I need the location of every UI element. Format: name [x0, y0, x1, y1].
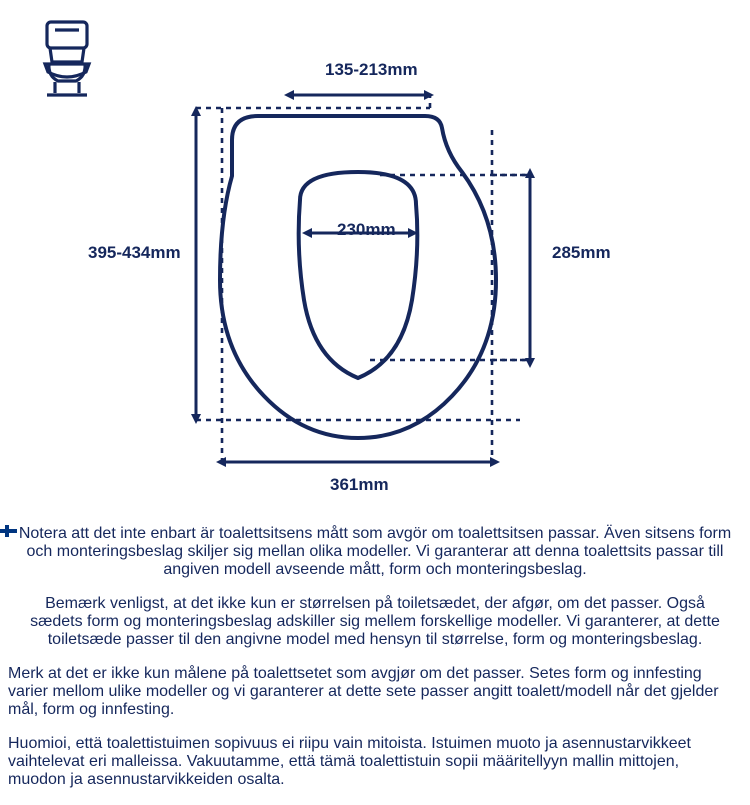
note-fi: [0, 735, 750, 789]
toilet-icon: [45, 22, 89, 95]
note-text-sv: Notera att det inte enbart är toalettsitsens mått som avgör om toalettsitsen passar. Även sitsens form och monteringsbeslag skiljer sig mellan olika modeller. Vi garanterar att denna toalettsits passar till angiven modell avseende mått, form och monteringsbeslag.: [18, 525, 732, 578]
dimension-label-inner-height: 285mm: [552, 243, 611, 262]
dimension-label-width: 135-213mm: [325, 60, 418, 79]
note-text-fi: Huomioi, että toalettistuimen sopivuus ei riipu vain mitoista. Istuimen muoto ja asennustarvikkeet vaihtelevat eri malleissa. Vakuutamme, että tämä toalettistuin sopii määritellyyn mallin mittojen, muodon ja asennustarvikkeiden osalta.: [8, 735, 691, 788]
note-no: [0, 665, 750, 719]
seat-outline: [220, 116, 496, 438]
note-sv: [0, 525, 750, 579]
guide-lines: [196, 95, 530, 462]
dimension-arrows: [196, 95, 530, 462]
notes-section: [0, 525, 750, 805]
note-text-da: Bemærk venligst, at det ikke kun er størrelsen på toiletsædet, der afgør, om det passer. Også sædets form og monteringsbeslag adskiller sig mellem forskellige modeller. Vi garanterer, at dette toiletsæde passer til den angivne model med hensyn til størrelse, form og monteringsbeslag.: [30, 595, 720, 648]
dimension-label-height: 395-434mm: [88, 243, 181, 262]
note-da: [0, 595, 750, 649]
note-text-no: Merk at det er ikke kun målene på toalettsetet som avgjør om det passer. Setes form og innfesting varier mellom ulike modeller og vi garanterer at dette sete passer angitt toalett/modell når det gjelder mål, form og innfesting.: [8, 665, 719, 718]
dimension-label-depth: 361mm: [330, 475, 389, 494]
dimension-label-inner-width: 230mm: [337, 220, 396, 239]
